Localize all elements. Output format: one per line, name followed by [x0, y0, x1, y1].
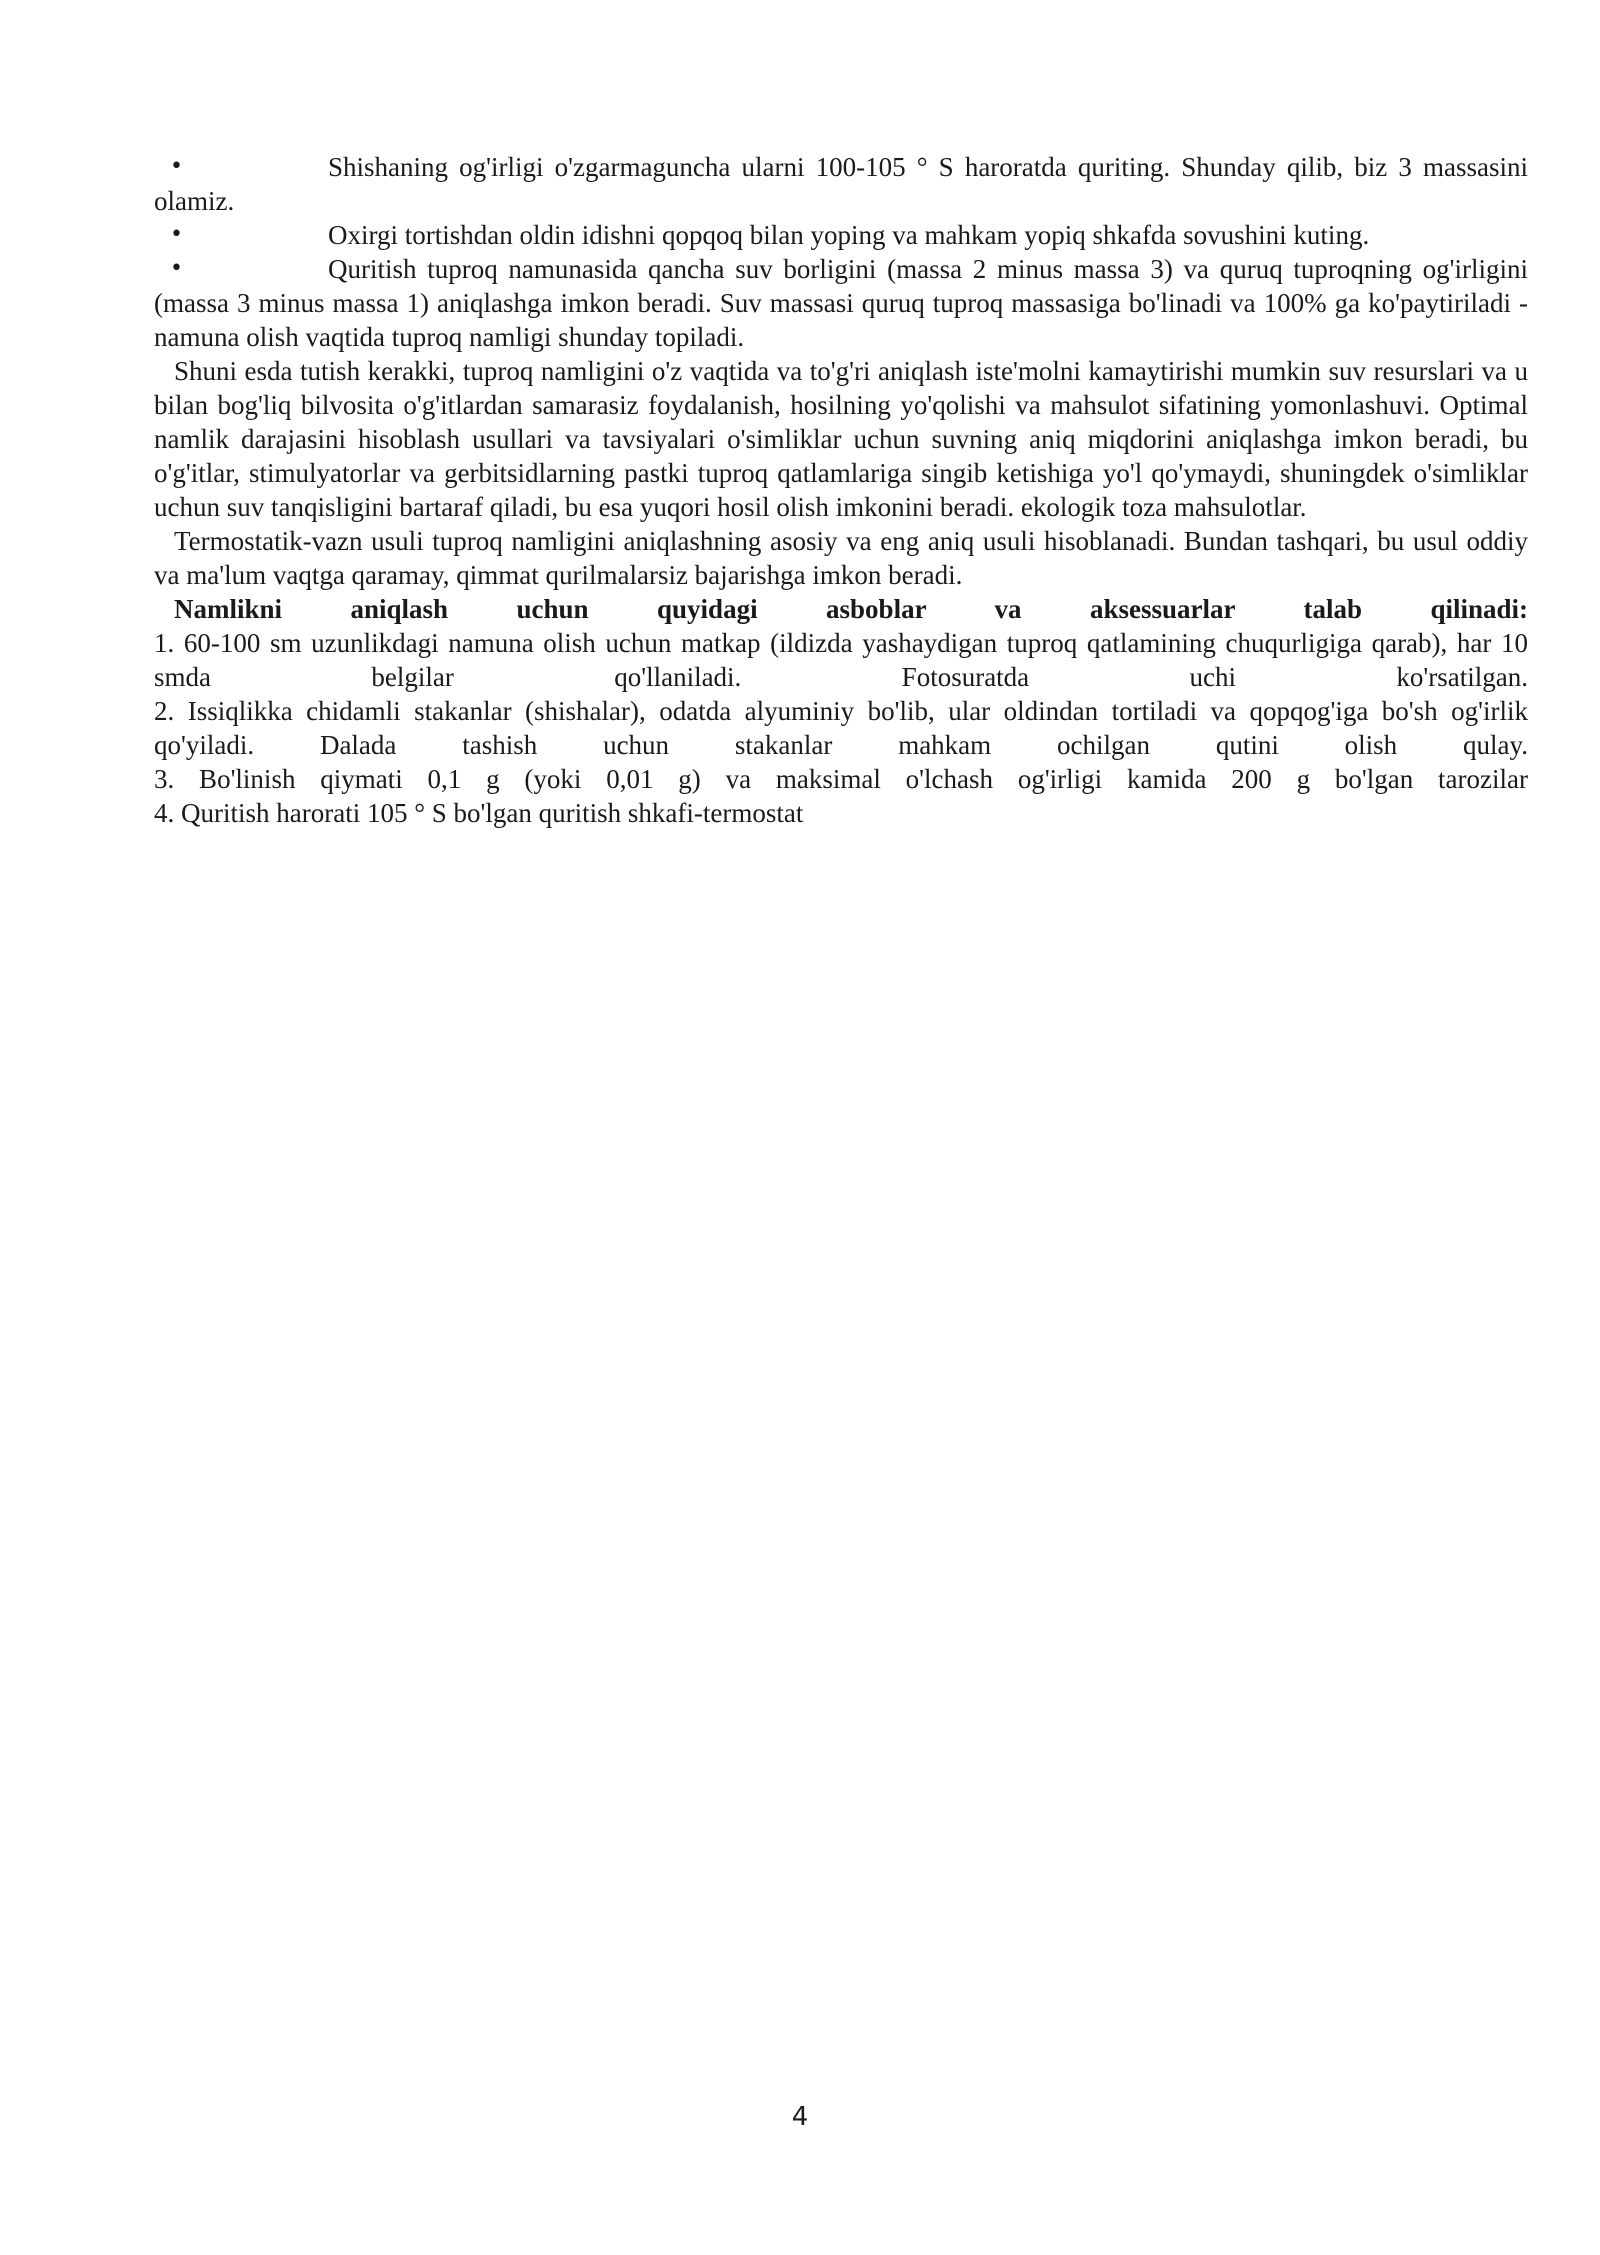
bullet-item [154, 252, 1528, 354]
bullet-item [154, 218, 1528, 252]
bullet-item [154, 150, 1528, 218]
body-paragraph: Termostatik-vazn usuli tuproq namligini aniqlashning asosiy va eng aniq usuli hisoblanadi. Bundan tashqari, bu usul oddiy va ma'lum vaqtga qaramay, qimmat qurilmalarsiz bajarishga imkon beradi. [154, 526, 1528, 590]
equipment-item: 2. Issiqlikka chidamli stakanlar (shishalar), odatda alyuminiy bo'lib, ular oldindan tortiladi va qopqog'iga bo'sh og'irlik qo'yiladi. Dalada tashish uchun stakanlar mahkam ochilgan qutini olish qulay. [154, 696, 1528, 760]
page-number: 4 [791, 2102, 809, 2132]
document-page [154, 150, 1528, 830]
bullet-text: Oxirgi tortishdan oldin idishni qopqoq bilan yoping va mahkam yopiq shkafda sovushini kuting. [328, 220, 1370, 250]
equipment-item: 3. Bo'linish qiymati 0,1 g (yoki 0,01 g) va maksimal o'lchash og'irligi kamida 200 g bo'lgan tarozilar [154, 764, 1528, 794]
equipment-heading: Namlikni aniqlash uchun quyidagi asboblar va aksessuarlar talab qilinadi: [174, 594, 1528, 624]
body-paragraph: Shuni esda tutish kerakki, tuproq namligini o'z vaqtida va to'g'ri aniqlash iste'molni kamaytirishi mumkin suv resurslari va u bilan bog'liq bilvosita o'g'itlardan samarasiz foydalanish, hosilning yo'qolishi va mahsulot sifatining yomonlashuvi. Optimal namlik darajasini hisoblash usullari va tavsiyalari o'simliklar uchun suvning aniq miqdorini aniqlashga imkon beradi, bu o'g'itlar, stimulyatorlar va gerbitsidlarning pastki tuproq qatlamlariga singib ketishiga yo'l qo'ymaydi, shuningdek o'simliklar uchun suv tanqisligini bartaraf qiladi, bu esa yuqori hosil olish imkonini beradi. ekologik toza mahsulotlar. [154, 356, 1528, 522]
equipment-item: 1. 60-100 sm uzunlikdagi namuna olish uchun matkap (ildizda yashaydigan tuproq qatlamining chuqurligiga qarab), har 10 smda belgilar qo'llaniladi. Fotosuratda uchi ko'rsatilgan. [154, 628, 1528, 692]
bullet-dot-icon: • [170, 154, 183, 179]
bullet-dot-icon: • [170, 256, 183, 281]
bullet-text: Shishaning og'irligi o'zgarmaguncha ularni 100-105 ° S haroratda quriting. Shunday qilib, biz 3 massasini olamiz. [154, 152, 1528, 216]
bullet-dot-icon: • [170, 222, 183, 247]
bullet-text: Quritish tuproq namunasida qancha suv borligini (massa 2 minus massa 3) va quruq tuproqning og'irligini (massa 3 minus massa 1) aniqlashga imkon beradi. Suv massasi quruq tuproq massasiga bo'linadi va 100% ga ko'paytiriladi - namuna olish vaqtida tuproq namligi shunday topiladi. [154, 254, 1528, 352]
equipment-item: 4. Quritish harorati 105 ° S bo'lgan quritish shkafi-termostat [154, 798, 804, 828]
